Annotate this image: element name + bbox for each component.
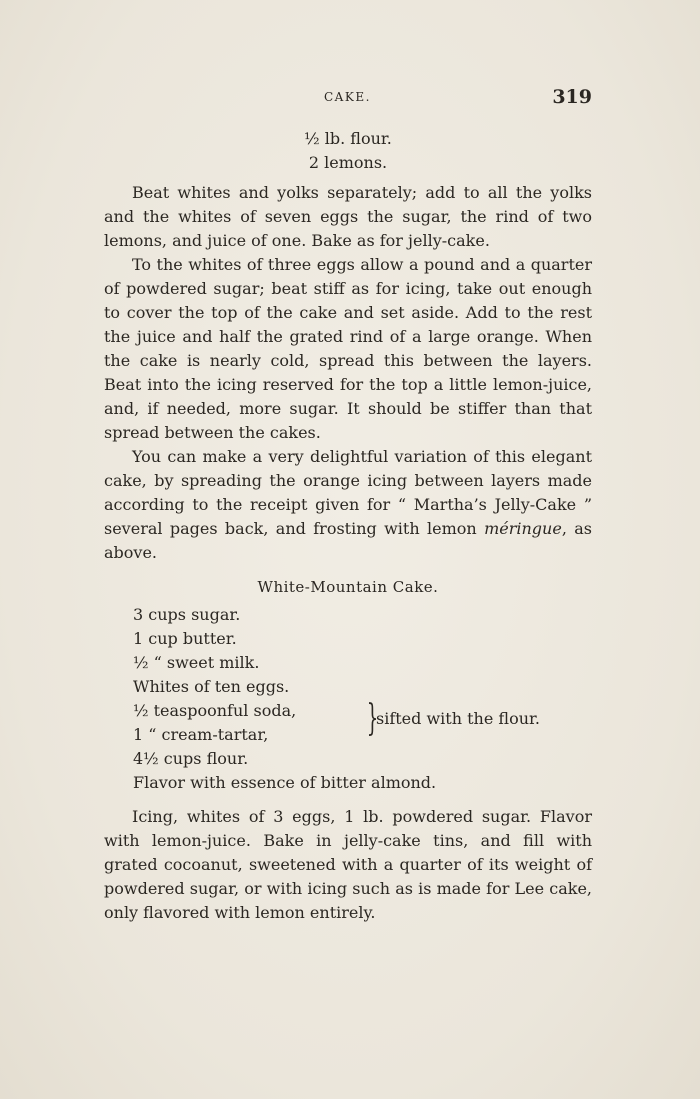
paragraph-text: You can make a very delightful variation of this elegant cake, by spreading the orange icing between layers made according to the receipt given for “ Martha’s Jelly-Cake ” several pages back, and frosting with lemon xyxy=(104,447,592,538)
ingredient-line: 1 cup butter. xyxy=(133,629,237,648)
ingredient-line: 2 lemons. xyxy=(308,153,388,172)
running-head: CAKE. xyxy=(324,90,371,104)
ingredient-line: ½ lb. flour. xyxy=(304,129,392,148)
italic-word: méringue xyxy=(484,519,562,538)
paragraph: Beat whites and yolks separately; add to all the yolks and the whites of seven eggs the sugar, the rind of two lemons, and juice of one. Bake as for jelly-cake. xyxy=(104,183,592,250)
paragraph: To the whites of three eggs allow a pound and a quarter of powdered sugar; beat stiff as for icing, take out enough to cover the top of the cake and set aside. Add to the rest the juice and half the grated rind of a large orange. When the cake is nearly cold, spread this between the layers. Beat into the icing reserved for the top a little lemon-juice, and, if needed, more sugar. It should be stiffer than that spread between the cakes. xyxy=(104,255,592,442)
ingredient-line: 4½ cups flour. xyxy=(133,749,249,768)
brace-note: sifted with the flour. xyxy=(376,709,540,728)
ingredient-line: Whites of ten eggs. xyxy=(133,677,290,696)
brace-group xyxy=(133,699,592,747)
page-number: 319 xyxy=(552,86,592,108)
ingredient-line: ½ teaspoonful soda, xyxy=(133,701,297,720)
ingredient-line: Flavor with essence of bitter almond. xyxy=(133,773,437,792)
page-header xyxy=(104,88,592,112)
paragraph-text: , as above. xyxy=(104,519,593,562)
brace-icon: } xyxy=(366,698,379,739)
ingredient-line: 1 “ cream-tartar, xyxy=(133,725,269,744)
paragraph xyxy=(104,445,592,565)
icing-paragraph: Icing, whites of 3 eggs, 1 lb. powdered sugar. Flavor with lemon-juice. Bake in jelly-cake tins, and fill with grated cocoanut, sweetened with a quarter of its weight of powdered sugar, or with icing such as is made for Lee cake, only flavored with lemon entirely. xyxy=(104,807,592,922)
recipe-title: White-Mountain Cake. xyxy=(257,578,439,596)
ingredient-line: 3 cups sugar. xyxy=(133,605,241,624)
ingredient-line: ½ “ sweet milk. xyxy=(133,653,260,672)
page-body xyxy=(104,127,592,925)
